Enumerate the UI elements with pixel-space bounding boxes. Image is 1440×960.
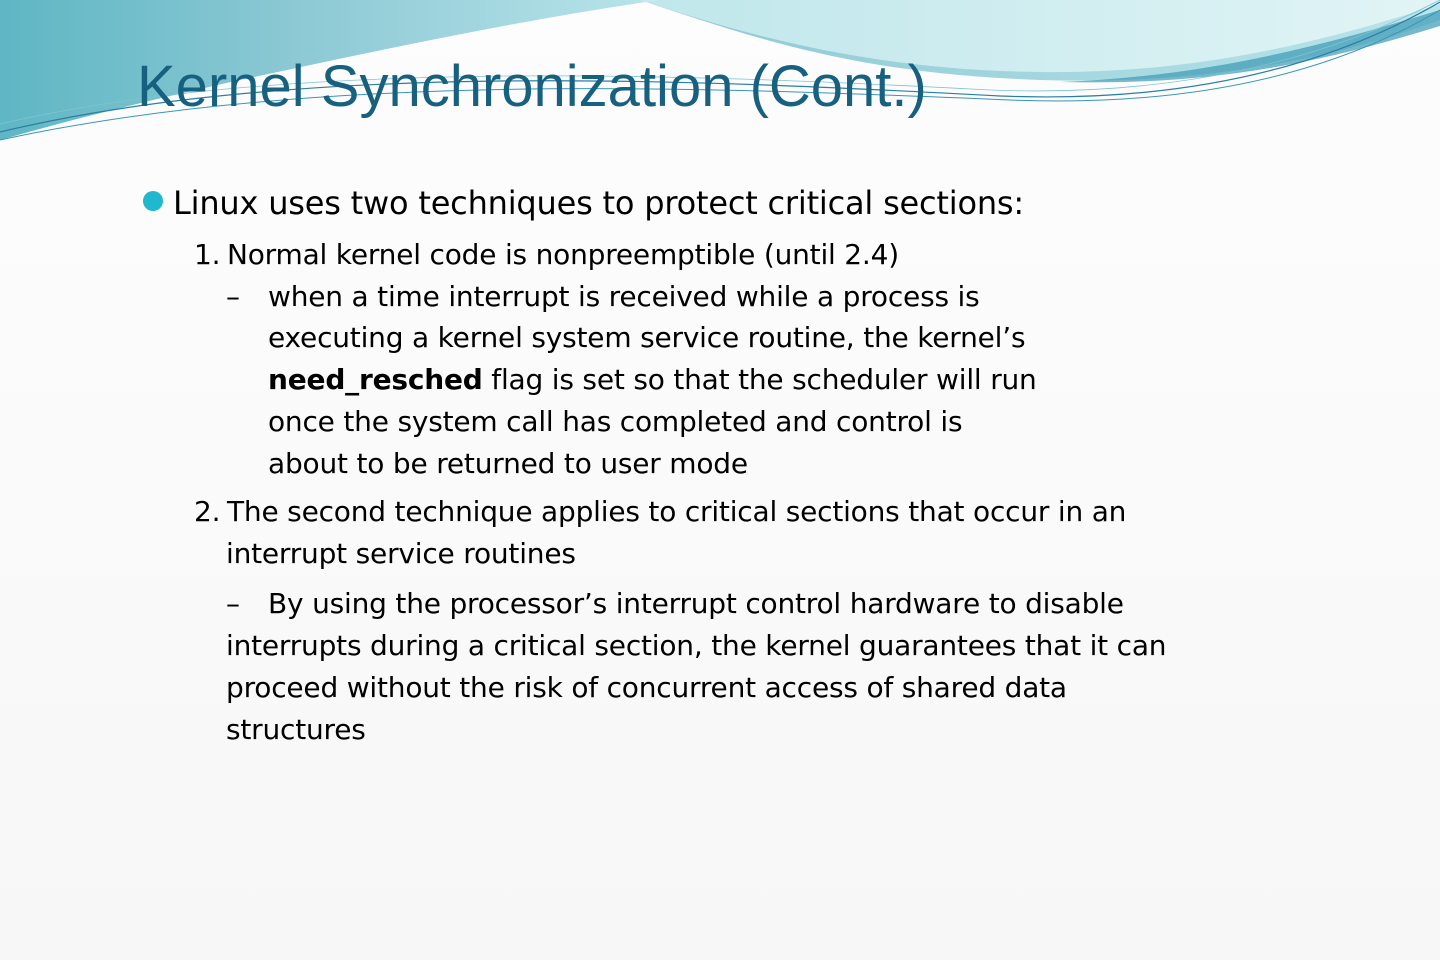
item-1-sub-line-3-rest: flag is set so that the scheduler will run <box>482 363 1037 396</box>
item-1-sub-line-4: once the system call has completed and control is <box>268 405 963 438</box>
item-1-sub-line-3 <box>268 363 1037 396</box>
item-2-text-line-1: The second technique applies to critical sections that occur in an <box>227 495 1127 528</box>
item-2-number: 2. <box>194 495 221 528</box>
item-1-sub-dash: – <box>226 280 240 313</box>
slide-title: Kernel Synchronization (Cont.) <box>137 54 927 119</box>
item-1-text: Normal kernel code is nonpreemptible (until 2.4) <box>227 238 899 271</box>
item-2-sub-line-4: structures <box>226 713 366 746</box>
bullet-dot-icon <box>143 191 163 211</box>
item-1-sub-line-2: executing a kernel system service routine, the kernel’s <box>268 321 1026 354</box>
item-2-text-line-2: interrupt service routines <box>226 537 576 570</box>
main-bullet-text: Linux uses two techniques to protect critical sections: <box>173 184 1024 222</box>
item-1-sub-line-1: when a time interrupt is received while a process is <box>268 280 980 313</box>
item-2-sub-line-1: By using the processor’s interrupt control hardware to disable <box>268 587 1124 620</box>
term-need-resched: need_resched <box>268 363 483 396</box>
item-1-number: 1. <box>194 238 221 271</box>
item-1-sub-line-5: about to be returned to user mode <box>268 447 748 480</box>
item-2-sub-line-2: interrupts during a critical section, the kernel guarantees that it can <box>226 629 1167 662</box>
item-2-sub-line-3: proceed without the risk of concurrent access of shared data <box>226 671 1067 704</box>
item-2-sub-dash: – <box>226 587 240 620</box>
